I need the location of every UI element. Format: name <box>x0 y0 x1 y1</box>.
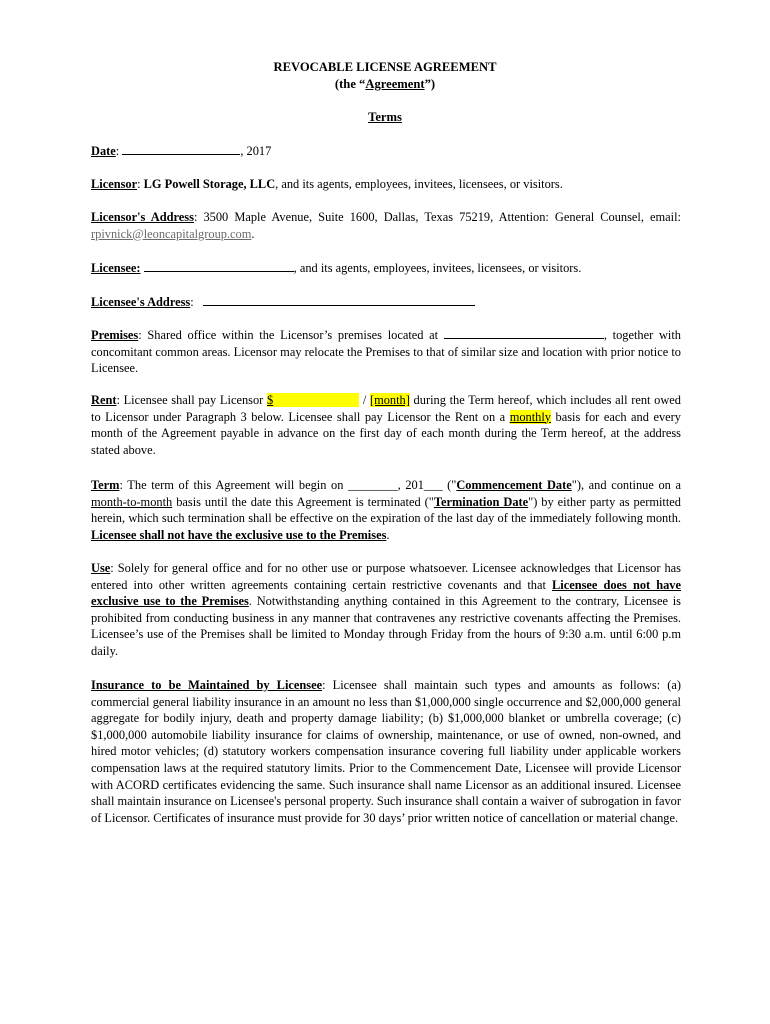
licensee-rest: , and its agents, employees, invitees, licensees, or visitors. <box>293 261 582 275</box>
rent-monthly-field[interactable]: monthly <box>509 409 552 424</box>
licensor-address-text: : 3500 Maple Avenue, Suite 1600, Dallas, Texas 75219, Attention: General Counsel, email: <box>193 210 681 224</box>
rent-paragraph <box>91 392 681 458</box>
rent-dollar-sign: $ <box>266 393 274 407</box>
date-label: Date <box>91 144 116 158</box>
premises-label: Premises <box>91 328 139 342</box>
licensor-address-end: . <box>251 226 255 241</box>
licensor-address-label: Licensor's Address <box>91 210 194 224</box>
insurance-paragraph <box>91 677 681 826</box>
premises-blank <box>444 326 604 339</box>
premises-text-2: , together with concomitant common areas. Licensor may relocate the Premises to that of similar size and location with prior notice to Licensee. <box>91 328 681 376</box>
licensor-label: Licensor <box>91 177 138 191</box>
month-to-month-term: month-to-month <box>91 494 173 509</box>
date-line <box>91 142 681 160</box>
term-text-3: basis until the date this Agreement is terminated (" <box>172 494 434 509</box>
licensee-line <box>91 259 681 277</box>
date-year: , 2017 <box>240 144 272 158</box>
term-label: Term <box>91 478 120 492</box>
term-exclusive-clause: Licensee shall not have the exclusive use to the Premises <box>91 527 387 542</box>
licensee-blank <box>144 259 294 272</box>
term-text-4: ") by either party as permitted herein, which such termination shall be effective on the expiration of the last day of the immediately following month. <box>91 494 681 526</box>
term-text-2: "), and continue on a <box>571 478 682 492</box>
rent-month-field[interactable]: [month] <box>369 393 410 407</box>
date-sep: : <box>115 144 120 158</box>
commencement-date-term: Commencement Date <box>456 478 572 492</box>
termination-date-term: Termination Date <box>433 494 529 509</box>
licensee-label: Licensee: <box>91 261 141 275</box>
subtitle-word: Agreement <box>365 77 425 91</box>
rent-text-3: basis for each and every month of the Agreement payable in advance on the first day of each month during the Term hereof, at the address stated above. <box>91 409 681 457</box>
premises-paragraph <box>91 326 681 377</box>
licensee-address-label: Licensee's Address <box>91 295 191 309</box>
licensee-address-blank <box>203 293 475 306</box>
licensor-sep: : <box>137 177 144 191</box>
term-paragraph <box>91 477 681 543</box>
rent-slash: / <box>359 393 370 407</box>
insurance-text: : Licensee shall maintain such types and amounts as follows: (a) commercial general liability insurance in an amount no less than $1,000,000 single occurrence and $2,000,000 general aggregate for bodily injury, death and property damage liability; (b) $1,000,000 blanket or umbrella coverage; (c) $1,000,000 automobile liability insurance for claims of ownership, maintenance, or use of owned, non-owned, and hired motor vehicles; (d) statutory workers compensation insurance covering full liability under applicable workers compensation laws at the required statutory limits. Prior to the Commencement Date, Licensee will provide Licensor with ACORD certificates evidencing the same. Such insurance shall name Licensor as an additional insured. Licensee shall maintain insurance on Licensee's personal property. Such insurance shall contain a waiver of subrogation in favor of Licensor. Certificates of insurance must provide for 30 days’ prior written notice of cancellation or material change. <box>91 678 681 825</box>
insurance-label: Insurance to be Maintained by Licensee <box>91 678 323 692</box>
term-end: . <box>386 527 390 542</box>
licensor-email-link[interactable]: rpivnick@leoncapitalgroup.com <box>91 226 252 241</box>
rent-label: Rent <box>91 393 117 407</box>
section-heading-terms: Terms <box>368 110 402 124</box>
rent-text-2: during the Term hereof, which includes all rent owed to Licensor under Paragraph 3 below. Licensee shall pay Licensor the Rent on a <box>91 393 681 424</box>
subtitle-open: (the “ <box>334 77 366 91</box>
rent-amount-field[interactable] <box>267 393 359 407</box>
licensor-rest: , and its agents, employees, invitees, licensees, or visitors. <box>275 177 563 191</box>
licensor-name: LG Powell Storage, LLC <box>143 177 276 191</box>
use-text-1: : Solely for general office and for no other use or purpose whatsoever. Licensee acknowledges that Licensor has entered into other written agreements containing certain restrictive covenants and that <box>91 561 681 592</box>
use-label: Use <box>91 561 111 575</box>
document-subtitle <box>0 76 770 93</box>
use-exclusive-clause: Licensee does not have exclusive use to the Premises <box>91 577 681 609</box>
premises-text-1: : Shared office within the Licensor’s premises located at <box>138 328 444 342</box>
use-text-2: . Notwithstanding anything contained in this Agreement to the contrary, Licensee is prohibited from conducting business in any manner that contravenes any restrictive covenants affecting the Premises. Licensee’s use of the Premises shall be limited to Monday through Friday from the hours of 9:30 a.m. until 6:00 p.m daily. <box>91 594 681 658</box>
use-paragraph <box>91 560 681 660</box>
document-title: REVOCABLE LICENSE AGREEMENT <box>273 60 497 74</box>
licensee-address-sep: : <box>190 295 194 309</box>
term-text-1: : The term of this Agreement will begin on ________, 201___ (" <box>119 478 457 492</box>
licensor-address-paragraph <box>91 209 681 242</box>
rent-text-1: : Licensee shall pay Licensor <box>116 393 267 407</box>
licensor-line <box>91 176 681 193</box>
date-blank <box>122 142 240 155</box>
subtitle-close: ”) <box>424 77 436 91</box>
licensee-address-line <box>91 293 681 311</box>
